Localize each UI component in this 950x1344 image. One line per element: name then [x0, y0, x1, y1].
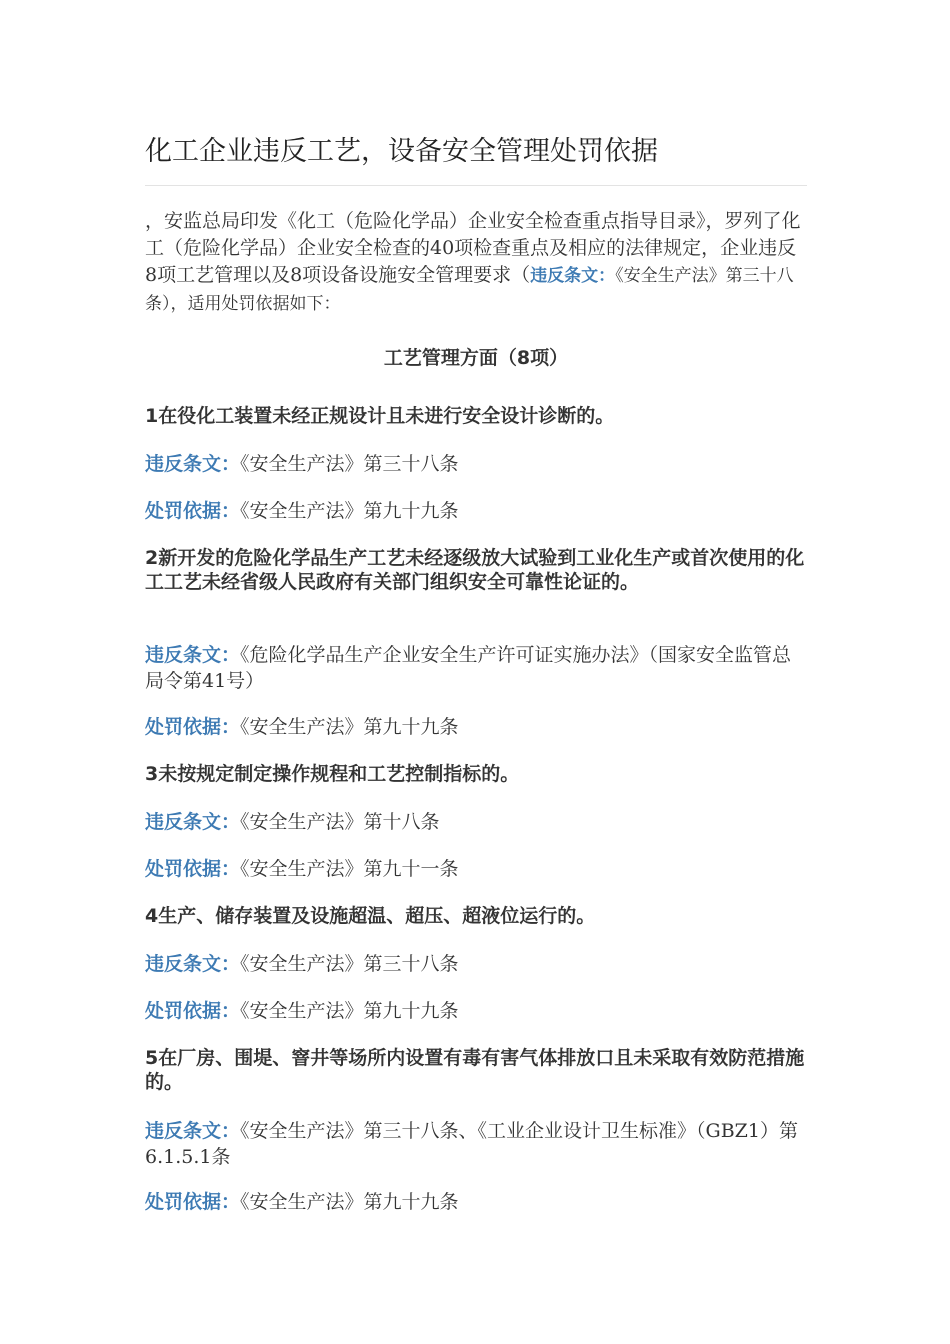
- intro-violation-label: 违反条文：: [530, 266, 616, 286]
- violation-text: 《安全生产法》第三十八条、《工业企业设计卫生标准》（GBZ1）第6.1.5.1条: [145, 1120, 798, 1168]
- item-heading-2: 2新开发的危险化学品生产工艺未经逐级放大试验到工业化生产或首次使用的化工工艺未经省级人民政府有关部门组织安全可靠性论证的。: [145, 547, 805, 593]
- penalty-label: 处罚依据：: [145, 858, 241, 880]
- violation-label: 违反条文：: [145, 644, 241, 666]
- violation-text: 《安全生产法》第三十八条: [240, 453, 459, 475]
- item-violation-1: [145, 451, 807, 477]
- item-violation-2: [145, 642, 807, 694]
- page-title: 化工企业违反工艺，设备安全管理处罚依据: [145, 136, 658, 167]
- penalty-label: 处罚依据：: [145, 1000, 241, 1022]
- violation-label: 违反条文：: [145, 953, 241, 975]
- violation-label: 违反条文：: [145, 453, 241, 475]
- penalty-text: 《安全生产法》第九十九条: [240, 500, 459, 522]
- violation-label: 违反条文：: [145, 1120, 241, 1142]
- penalty-label: 处罚依据：: [145, 716, 241, 738]
- penalty-label: 处罚依据：: [145, 1191, 241, 1213]
- penalty-text: 《安全生产法》第九十九条: [240, 716, 459, 738]
- penalty-text: 《安全生产法》第九十一条: [240, 858, 459, 880]
- item-heading-3: 3未按规定制定操作规程和工艺控制指标的。: [145, 763, 520, 785]
- section-title: 工艺管理方面（8项）: [383, 347, 569, 369]
- item-violation-5: [145, 1118, 807, 1170]
- item-heading-4: 4生产、储存装置及设施超温、超压、超液位运行的。: [145, 905, 596, 927]
- violation-label: 违反条文：: [145, 811, 241, 833]
- item-heading-5: 5在厂房、围堤、窨井等场所内设置有毒有害气体排放口且未采取有效防范措施的。: [145, 1047, 805, 1093]
- penalty-text: 《安全生产法》第九十九条: [240, 1191, 459, 1213]
- item-penalty-2: [145, 714, 807, 740]
- item-penalty-1: [145, 498, 807, 524]
- item-violation-4: [145, 951, 807, 977]
- item-violation-3: [145, 809, 807, 835]
- penalty-label: 处罚依据：: [145, 500, 241, 522]
- intro-text-b: 《安全生产法》第三十八条），适用处罚依据如下：: [145, 266, 794, 314]
- item-heading-1: 1在役化工装置未经正规设计且未进行安全设计诊断的。: [145, 405, 615, 427]
- title-divider: [145, 185, 807, 186]
- penalty-text: 《安全生产法》第九十九条: [240, 1000, 459, 1022]
- item-penalty-5: [145, 1189, 807, 1215]
- violation-text: 《危险化学品生产企业安全生产许可证实施办法》（国家安全监管总局令第41号）: [145, 644, 792, 692]
- intro-text-a: ，安监总局印发《化工（危险化学品）企业安全检查重点指导目录》，罗列了化工（危险化学品）企业安全检查的40项检查重点及相应的法律规定，企业违反8项工艺管理以及8项设备设施安全管理要求（: [145, 210, 801, 286]
- intro-paragraph: [145, 208, 807, 318]
- item-penalty-4: [145, 998, 807, 1024]
- violation-text: 《安全生产法》第三十八条: [240, 953, 459, 975]
- violation-text: 《安全生产法》第十八条: [240, 811, 440, 833]
- item-penalty-3: [145, 856, 807, 882]
